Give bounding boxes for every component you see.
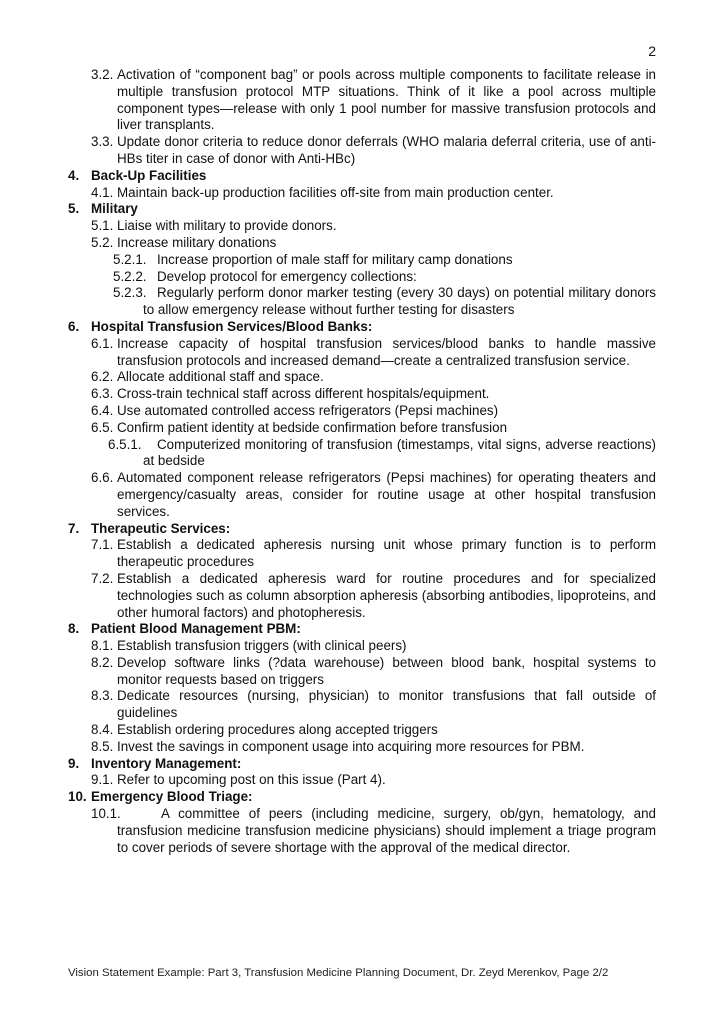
list-item-4-1 [68, 185, 656, 202]
item-text: Liaise with military to provide donors. [117, 218, 337, 234]
section-number: 10. [68, 789, 87, 805]
section-heading-5 [68, 201, 656, 218]
item-number: 3.3. [91, 134, 114, 150]
list-item-5-2 [68, 235, 656, 252]
section-title: Hospital Transfusion Services/Blood Banks: [91, 318, 373, 334]
list-item-3-3 [68, 134, 656, 168]
list-item-7-2 [68, 571, 656, 621]
item-text: Dedicate resources (nursing, physician) to monitor transfusions that fall outside of guidelines [117, 688, 656, 721]
item-text: Maintain back-up production facilities off-site from main production center. [117, 184, 554, 200]
list-item-8-3 [68, 688, 656, 722]
item-number: 5.2.2. [113, 268, 147, 284]
list-item-6-5-1 [68, 437, 656, 471]
section-heading-10 [68, 789, 656, 806]
section-heading-4 [68, 168, 656, 185]
item-number: 8.3. [91, 688, 114, 704]
list-item-8-2 [68, 655, 656, 689]
item-text: Develop software links (?data warehouse) between blood bank, hospital systems to monitor requests based on triggers [117, 654, 656, 687]
item-number: 6.6. [91, 470, 114, 486]
item-text: Develop protocol for emergency collections: [157, 268, 417, 284]
item-text: Increase proportion of male staff for military camp donations [157, 251, 513, 267]
item-text: Use automated controlled access refrigerators (Pepsi machines) [117, 402, 499, 418]
section-number: 5. [68, 201, 80, 217]
section-heading-7 [68, 521, 656, 538]
item-number: 5.1. [91, 218, 114, 234]
item-number: 8.2. [91, 654, 114, 670]
item-text: Cross-train technical staff across different hospitals/equipment. [117, 386, 490, 402]
item-number: 7.1. [91, 537, 114, 553]
list-item-9-1 [68, 772, 656, 789]
section-heading-8 [68, 621, 656, 638]
section-title: Therapeutic Services: [91, 520, 231, 536]
item-number: 6.5. [91, 419, 114, 435]
item-number: 3.2. [91, 67, 114, 82]
list-item-8-1 [68, 638, 656, 655]
list-item-6-5 [68, 420, 656, 437]
section-heading-9 [68, 756, 656, 773]
document-body [68, 67, 656, 856]
list-item-8-4 [68, 722, 656, 739]
item-text: Establish a dedicated apheresis ward for routine procedures and for specialized technologies such as column absorption apheresis (absorbing antibodies, lipoproteins, and other humoral factors) and photopheresis. [117, 570, 656, 620]
item-number: 9.1. [91, 772, 114, 788]
section-title: Inventory Management: [91, 755, 242, 771]
item-text: Refer to upcoming post on this issue (Part 4). [117, 772, 386, 788]
section-title: Back-Up Facilities [91, 167, 207, 183]
section-title: Military [91, 201, 138, 217]
item-text: Increase capacity of hospital transfusion services/blood banks to handle massive transfusion protocols and increased demand—create a centralized transfusion service. [117, 335, 656, 368]
section-title: Emergency Blood Triage: [91, 789, 253, 805]
item-number: 8.4. [91, 722, 114, 738]
item-number: 7.2. [91, 570, 114, 586]
item-number: 6.3. [91, 386, 114, 402]
item-number: 6.5.1. [108, 436, 142, 452]
item-text: Regularly perform donor marker testing (every 30 days) on potential military donors to allow emergency release without further testing for disasters [143, 285, 656, 318]
item-text: Computerized monitoring of transfusion (timestamps, vital signs, adverse reactions) at bedside [143, 436, 656, 469]
item-number: 4.1. [91, 184, 114, 200]
list-item-8-5 [68, 739, 656, 756]
list-item-7-1 [68, 537, 656, 571]
item-number: 6.2. [91, 369, 114, 385]
item-text: Establish a dedicated apheresis nursing unit whose primary function is to perform therapeutic procedures [117, 537, 656, 570]
item-number: 8.1. [91, 638, 114, 654]
list-item-6-1 [68, 336, 656, 370]
item-text: Increase military donations [117, 234, 277, 250]
list-item-3-2 [68, 67, 656, 134]
section-number: 7. [68, 520, 80, 536]
page-footer: Vision Statement Example: Part 3, Transfusion Medicine Planning Document, Dr. Zeyd Merenkov, Page 2/2 [68, 967, 609, 979]
list-item-5-1 [68, 218, 656, 235]
item-number: 5.2.3. [113, 285, 147, 301]
list-item-5-2-1 [68, 252, 656, 269]
item-number: 6.4. [91, 402, 114, 418]
item-text: Establish ordering procedures along accepted triggers [117, 722, 438, 738]
item-text: Activation of “component bag” or pools across multiple components to facilitate release in multiple transfusion protocol MTP situations. Think of it like a pool across multiple component types—release with only 1 pool number for massive transfusion protocols and liver transplants. [117, 67, 656, 133]
section-number: 6. [68, 318, 80, 334]
section-number: 8. [68, 621, 80, 637]
list-item-6-2 [68, 369, 656, 386]
list-item-10-1 [68, 806, 656, 856]
list-item-6-6 [68, 470, 656, 520]
list-item-5-2-3 [68, 285, 656, 319]
item-text: Automated component release refrigerators (Pepsi machines) for operating theaters and emergency/casualty areas, consider for routine usage at other hospital transfusion services. [117, 470, 656, 519]
item-number: 5.2. [91, 234, 114, 250]
item-number: 6.1. [91, 335, 114, 351]
list-item-5-2-2 [68, 269, 656, 286]
item-text: Invest the savings in component usage into acquiring more resources for PBM. [117, 738, 585, 754]
item-text: A committee of peers (including medicine, surgery, ob/gyn, hematology, and transfusion medicine transfusion medicine physicians) should implement a triage program to cover periods of severe shortage with the approval of the medical director. [117, 806, 656, 855]
section-heading-6 [68, 319, 656, 336]
item-text: Confirm patient identity at bedside confirmation before transfusion [117, 419, 508, 435]
item-number: 5.2.1. [113, 251, 147, 267]
section-number: 4. [68, 167, 80, 183]
list-item-6-4 [68, 403, 656, 420]
section-title: Patient Blood Management PBM: [91, 621, 301, 637]
section-number: 9. [68, 755, 80, 771]
list-item-6-3 [68, 386, 656, 403]
item-number: 10.1. [91, 806, 121, 822]
item-text: Establish transfusion triggers (with clinical peers) [117, 638, 407, 654]
item-text: Update donor criteria to reduce donor deferrals (WHO malaria deferral criteria, use of anti-HBs titer in case of donor with Anti-HBc) [117, 134, 656, 166]
item-number: 8.5. [91, 738, 114, 754]
item-text: Allocate additional staff and space. [117, 369, 324, 385]
page-number: 2 [648, 43, 656, 59]
